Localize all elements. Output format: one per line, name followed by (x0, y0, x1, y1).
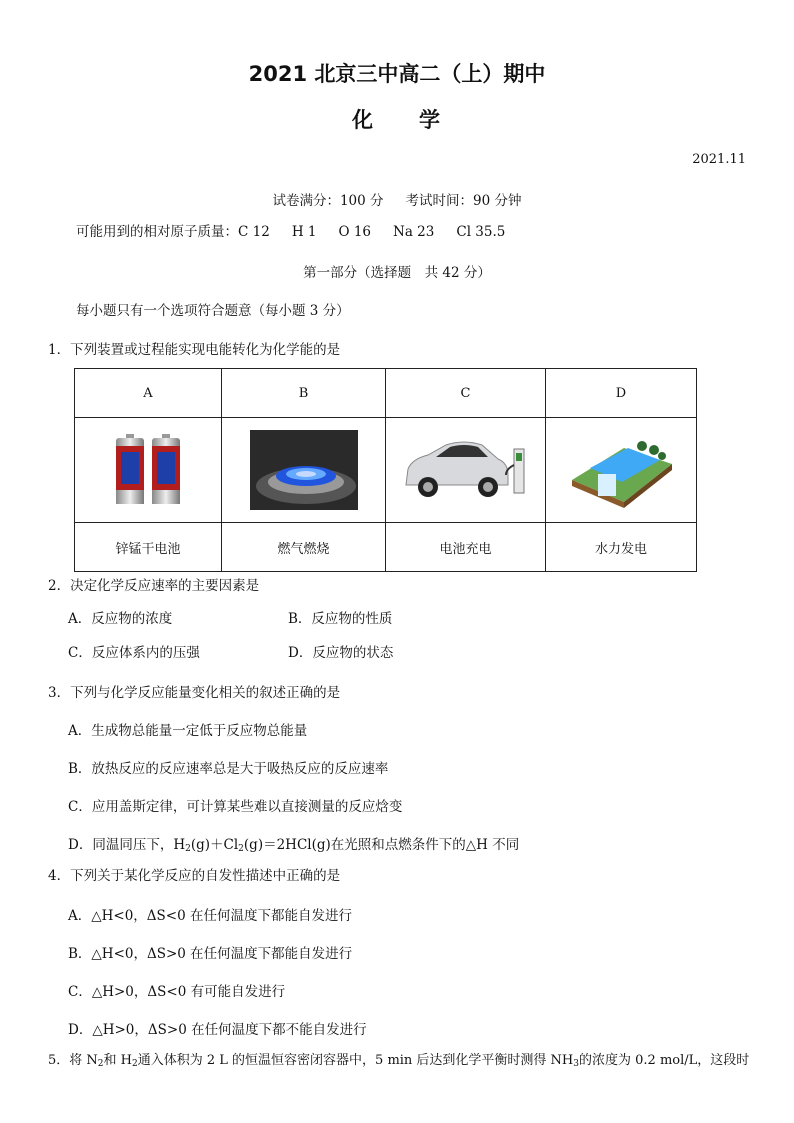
q3d-text-2: (g)＋Cl (190, 837, 239, 853)
atomic-masses-label: 可能用到的相对原子质量： (76, 224, 238, 240)
question-4-stem: 4．下列关于某化学反应的自发性描述中正确的是 (48, 868, 341, 884)
option-d-label: 水力发电 (546, 523, 697, 572)
subject-char-1: 化 (352, 108, 375, 132)
atomic-masses (76, 220, 527, 240)
atomic-mass-item: Cl 35.5 (456, 224, 506, 240)
q5-text-2: 和 H (103, 1053, 132, 1068)
option-c-image-cell (386, 418, 546, 523)
full-score: 试卷满分：100 分 (272, 193, 384, 209)
q5-text-4: 的浓度为 0.2 mol/L，这段时 (579, 1053, 750, 1068)
question-3-stem: 3．下列与化学反应能量变化相关的叙述正确的是 (48, 685, 341, 701)
question-3-option-c[interactable]: C．应用盖斯定律，可计算某些难以直接测量的反应焓变 (68, 799, 403, 815)
battery-image (112, 432, 184, 508)
option-d-image-cell (546, 418, 697, 523)
gas-flame-image (250, 430, 358, 510)
table-header-c: C (386, 369, 546, 418)
atomic-mass-item: O 16 (338, 224, 372, 240)
option-a-image-cell (75, 418, 222, 523)
atomic-mass-item: Na 23 (393, 224, 435, 240)
table-header-a: A (75, 369, 222, 418)
question-2-option-b[interactable]: B．反应物的性质 (288, 611, 393, 627)
question-4-option-c[interactable]: C．△H>0，ΔS<0 有可能自发进行 (68, 984, 286, 1000)
q5-text-3: 通入体积为 2 L 的恒温恒容密闭容器中，5 min 后达到化学平衡时测得 NH (137, 1053, 574, 1068)
question-1-table (74, 368, 697, 572)
electric-car-charging-image (402, 435, 530, 505)
table-header-d: D (546, 369, 697, 418)
exam-title: 2021 北京三中高二（上）期中 (248, 62, 546, 86)
option-b-image-cell (222, 418, 386, 523)
q3d-text-3: (g)＝2HCl(g)在光照和点燃条件下的△H 不同 (243, 837, 520, 853)
exam-meta (0, 189, 794, 209)
option-a-label: 锌锰干电池 (75, 523, 222, 572)
question-4-option-d[interactable]: D．△H>0，ΔS>0 在任何温度下都不能自发进行 (68, 1022, 367, 1038)
atomic-mass-item: C 12 (238, 224, 270, 240)
table-header-b: B (222, 369, 386, 418)
q5-sub-3: 3 (573, 1059, 580, 1069)
question-3-option-a[interactable]: A．生成物总能量一定低于反应物总能量 (68, 723, 308, 739)
q5-sub-2: 2 (132, 1059, 138, 1069)
q3d-text-1: D．同温同压下，H (68, 837, 186, 853)
q5-sub-1: 2 (97, 1059, 104, 1069)
q3d-sub-1: 2 (185, 844, 191, 854)
q3d-sub-2: 2 (238, 844, 244, 854)
question-2-option-a[interactable]: A．反应物的浓度 (68, 611, 173, 627)
section-instruction: 每小题只有一个选项符合题意（每小题 3 分） (76, 303, 350, 319)
hydro-dam-image (568, 430, 674, 510)
exam-date: 2021.11 (692, 152, 746, 167)
subject-char-2: 学 (419, 108, 442, 132)
question-2-stem: 2．决定化学反应速率的主要因素是 (48, 578, 260, 594)
question-1-stem: 1．下列装置或过程能实现电能转化为化学能的是 (48, 342, 341, 358)
atomic-mass-item: H 1 (291, 224, 317, 240)
exam-time: 考试时间：90 分钟 (405, 193, 522, 209)
subject-title (0, 104, 794, 134)
section-title: 第一部分（选择题 共 42 分） (303, 265, 491, 281)
question-4-option-b[interactable]: B．△H<0，ΔS>0 在任何温度下都能自发进行 (68, 946, 353, 962)
question-4-option-a[interactable]: A．△H<0，ΔS<0 在任何温度下都能自发进行 (68, 908, 352, 924)
question-2-option-d[interactable]: D．反应物的状态 (288, 645, 394, 661)
q5-text-1: 5．将 N (48, 1053, 98, 1068)
question-3-option-b[interactable]: B．放热反应的反应速率总是大于吸热反应的反应速率 (68, 761, 389, 777)
question-5-stem (48, 1049, 749, 1068)
option-c-label: 电池充电 (386, 523, 546, 572)
question-3-option-d[interactable] (68, 833, 519, 853)
option-b-label: 燃气燃烧 (222, 523, 386, 572)
question-2-option-c[interactable]: C．反应体系内的压强 (68, 645, 200, 661)
